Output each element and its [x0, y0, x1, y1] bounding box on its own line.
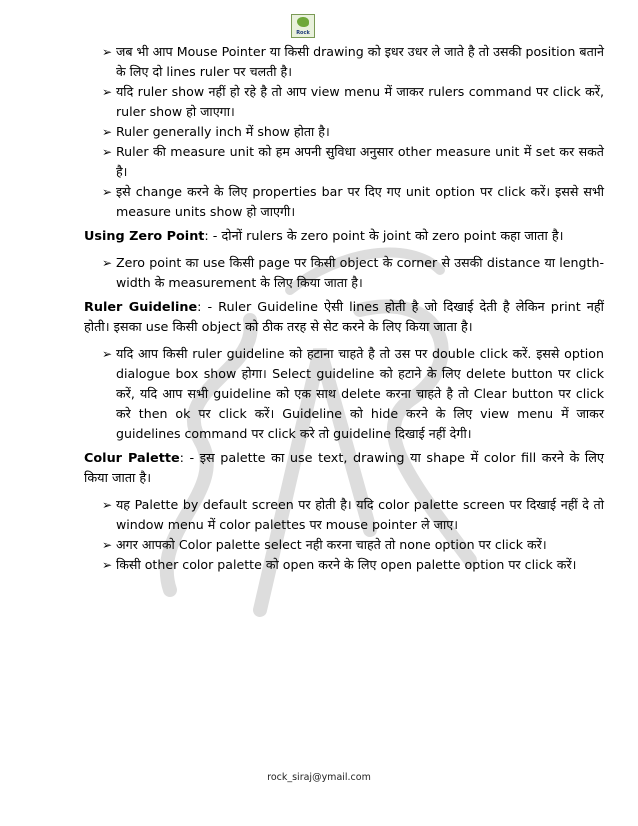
list-item: ➢ Ruler generally inch में show होता है।	[84, 122, 604, 142]
list-item: ➢ Ruler की measure unit को हम अपनी सुविधा अनुसार other measure unit में set कर सकते है।	[102, 144, 604, 179]
list-item: ➢ अगर आपको Color palette select नही करना चाहते तो none option पर click करें।	[84, 535, 604, 555]
arrow-bullet-icon: ➢	[102, 256, 113, 270]
arrow-bullet-icon: ➢	[102, 347, 113, 361]
list-item: ➢ किसी other color palette को open करने के लिए open palette option पर click करें।	[84, 555, 604, 575]
section-heading: Ruler Guideline	[84, 300, 198, 315]
arrow-bullet-icon: ➢	[102, 185, 113, 199]
section-ruler-guideline: Ruler Guideline: - Ruler Guideline ऐसी lines होती है जो दिखाई देती है लेकिन print नहीं होती। इसका use किसी object को ठीक तरह से सेट करने के लिए किया जाता है।	[84, 300, 605, 335]
arrow-bullet-icon: ➢	[102, 498, 113, 512]
page-content	[84, 42, 604, 575]
list-item: ➢ Zero point का use किसी page पर किसी object के corner से उसकी distance या length-width के measurement के लिए किया जाता है।	[102, 255, 604, 290]
arrow-bullet-icon: ➢	[102, 85, 113, 99]
arrow-bullet-icon: ➢	[102, 125, 113, 139]
list-item: ➢ इसे change करने के लिए properties bar पर दिए गए unit option पर click करें। इससे सभी measure units show हो जाएगी।	[102, 184, 604, 219]
list-item: ➢ जब भी आप Mouse Pointer या किसी drawing को इधर उधर ले जाते है तो उसकी position बताने के लिए दो lines ruler पर चलती है।	[102, 44, 604, 79]
section-heading: Using Zero Point	[84, 229, 205, 244]
arrow-bullet-icon: ➢	[102, 145, 113, 159]
list-item: ➢ यह Palette by default screen पर होती है। यदि color palette screen पर दिखाई नहीं दे तो window menu में color palettes पर mouse pointer ले जाए।	[102, 497, 604, 532]
arrow-bullet-icon: ➢	[102, 538, 113, 552]
list-item: ➢ यदि ruler show नहीं हो रहे है तो आप view menu में जाकर rulers command पर click करें, ruler show हो जाएगा।	[102, 84, 604, 119]
list-item: ➢ यदि आप किसी ruler guideline को हटाना चाहते है तो उस पर double click करें. इससे option dialogue box show होगा। Select guideline को हटाने के लिए delete button पर click करें, यदि आप सभी guideline को एक साथ delete करना चाहते है तो Clear button पर click करे then ok पर click करें। Guideline को hide करने के लिए view menu में जाकर guidelines command पर click करे तो guideline दिखाई नहीं देगी।	[102, 346, 604, 441]
arrow-bullet-icon: ➢	[102, 558, 113, 572]
section-heading: Colur Palette	[84, 451, 180, 466]
section-zero-point: Using Zero Point: - दोनों rulers के zero point के joint को zero point कहा जाता है।	[84, 229, 564, 244]
arrow-bullet-icon: ➢	[102, 45, 113, 59]
ruler-bullet-list	[84, 42, 604, 222]
leaf-icon	[297, 17, 309, 27]
logo-text: Rock	[296, 30, 310, 36]
footer-email: rock_siraj@ymail.com	[267, 772, 371, 783]
logo	[291, 14, 315, 38]
section-colour-palette: Colur Palette: - इस palette का use text, drawing या shape में color fill करने के लिए किया जाता है।	[84, 451, 604, 486]
